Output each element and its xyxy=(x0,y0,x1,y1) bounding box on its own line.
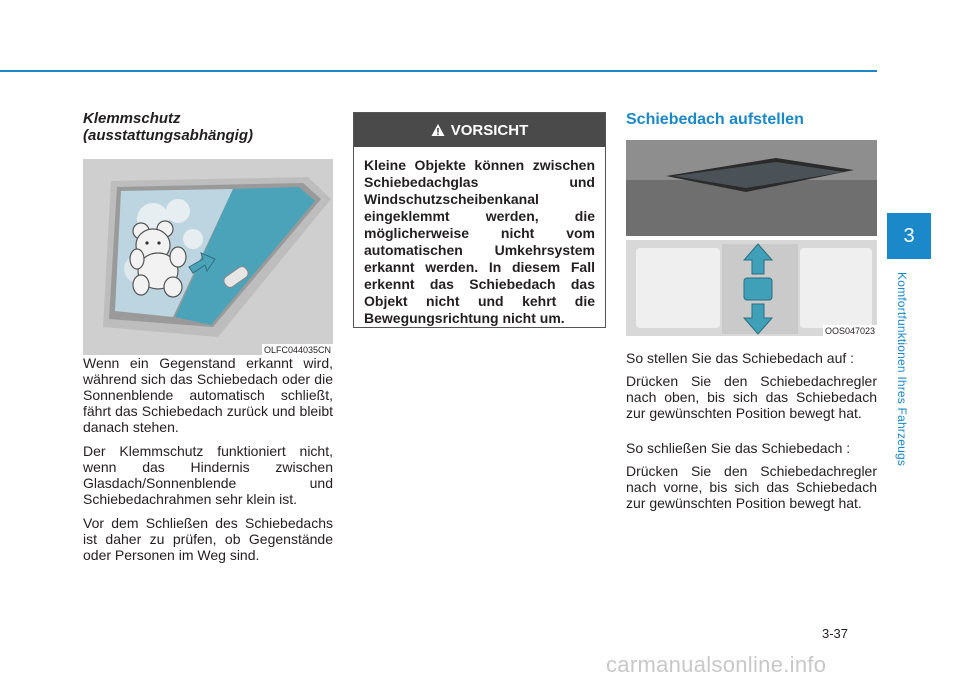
paragraph: Wenn ein Gegenstand erkannt wird, während sich das Schiebedach oder die Sonnenblende automatisch schließt, fährt das Schiebedach zurück und bleibt danach stehen. xyxy=(83,355,333,435)
caution-box xyxy=(353,112,606,328)
sunroof-tilt-figure xyxy=(626,140,877,336)
subhead xyxy=(83,110,333,144)
watermark: carmanualsonline.info xyxy=(606,652,827,677)
caution-text: Kleine Objekte können zwischen Schiebedachglas und Windschutzscheibenkanal eingeklemmt werden, die möglicherweise nicht vom automatischen Umkehrsystem erkannt werden. In diesem Fall erkennt das Schiebedach das Objekt nicht und kehrt die Bewegungsrichtung nicht um. xyxy=(364,157,595,326)
figure-caption: OOS047023 xyxy=(824,326,875,336)
subhead-line2: (ausstattungsabhängig) xyxy=(83,127,254,144)
paragraph: Drücken Sie den Schiebedachregler nach oben, bis sich das Schiebedach zur gewünschten Position bewegt hat. xyxy=(626,373,877,421)
right-column xyxy=(626,110,877,518)
left-column xyxy=(83,110,333,571)
warning-triangle-icon xyxy=(431,123,445,137)
figure-caption: OLFC044035CN xyxy=(263,345,331,355)
tilt-control-illustration xyxy=(626,140,877,336)
paragraph: Der Klemmschutz funktioniert nicht, wenn das Hindernis zwischen Glasdach/Sonnenblende und Schiebedachrahmen sehr klein ist. xyxy=(83,443,333,507)
paragraph: Vor dem Schließen des Schiebedachs ist daher zu prüfen, ob Gegenstände oder Personen im Weg sind. xyxy=(83,515,333,563)
sunroof-illustration xyxy=(83,159,333,355)
caution-header xyxy=(354,113,605,147)
caution-title: VORSICHT xyxy=(450,121,529,139)
subhead-line1: Klemmschutz xyxy=(83,110,181,127)
paragraph: Drücken Sie den Schiebedachregler nach vorne, bis sich das Schiebedach zur gewünschten Position bewegt hat. xyxy=(626,463,877,511)
paragraph: So schließen Sie das Schiebedach : xyxy=(626,440,851,456)
section-title: Schiebedach aufstellen xyxy=(626,111,804,128)
page-number: 3-37 xyxy=(822,626,849,641)
chapter-label: Komfortfunktionen Ihres Fahrzeugs xyxy=(895,272,909,467)
sunroof-anti-pinch-figure xyxy=(83,159,333,355)
chapter-tab: 3 xyxy=(887,213,931,259)
paragraph: So stellen Sie das Schiebedach auf : xyxy=(626,350,855,366)
top-rule xyxy=(0,70,877,72)
